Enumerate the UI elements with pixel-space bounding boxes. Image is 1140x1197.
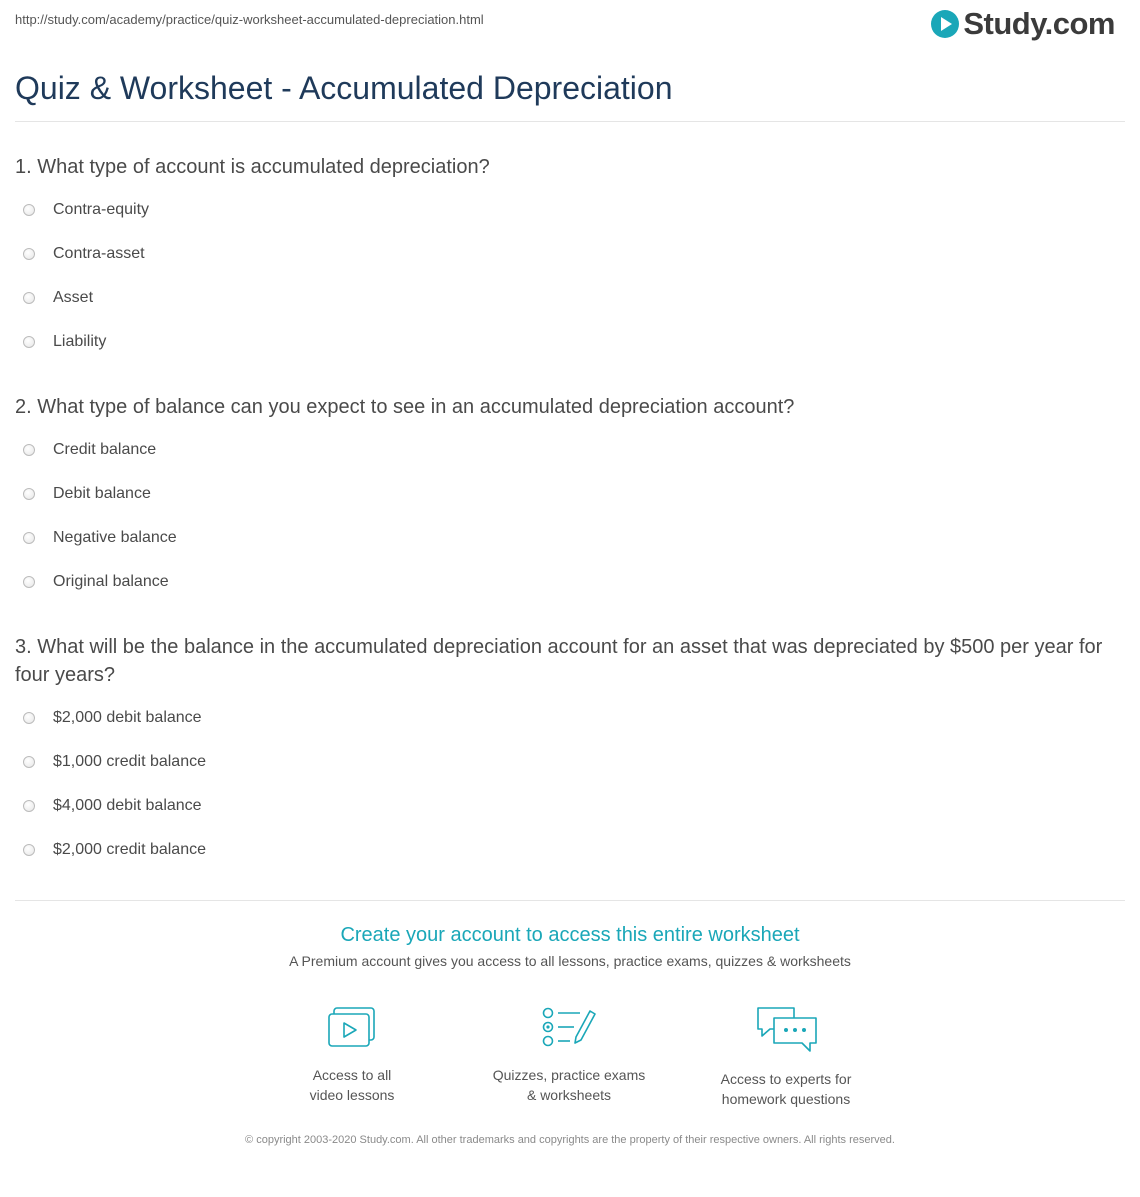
cta-subtitle: A Premium account gives you access to all lessons, practice exams, quizzes & worksheets xyxy=(289,953,851,969)
radio-button[interactable] xyxy=(23,532,35,544)
answer-option[interactable] xyxy=(15,516,1110,560)
feature-line-1: Quizzes, practice exams xyxy=(492,1067,646,1083)
answer-option[interactable] xyxy=(15,696,1110,740)
feature-experts xyxy=(686,1005,886,1109)
question-3 xyxy=(15,633,1110,872)
option-label: $2,000 credit balance xyxy=(53,841,206,858)
radio-button[interactable] xyxy=(23,248,35,260)
radio-button[interactable] xyxy=(23,488,35,500)
radio-button[interactable] xyxy=(23,204,35,216)
option-label: Contra-equity xyxy=(53,201,150,218)
answer-option[interactable] xyxy=(15,472,1110,516)
signup-cta xyxy=(0,924,1140,969)
radio-button[interactable] xyxy=(23,336,35,348)
page-url: http://study.com/academy/practice/quiz-worksheet-accumulated-depreciation.html xyxy=(15,12,484,27)
question-text: 2. What type of balance can you expect to see in an accumulated depreciation account? xyxy=(15,396,795,418)
radio-button[interactable] xyxy=(23,444,35,456)
copyright-text: © copyright 2003-2020 Study.com. All other trademarks and copyrights are the property of their respective owners. All rights reserved. xyxy=(245,1134,895,1146)
video-lessons-icon xyxy=(325,1005,379,1051)
answer-option[interactable] xyxy=(15,784,1110,828)
question-text: 1. What type of account is accumulated depreciation? xyxy=(15,156,490,178)
radio-button[interactable] xyxy=(23,844,35,856)
top-bar xyxy=(15,0,1125,50)
play-logo-icon xyxy=(931,10,959,38)
answer-option[interactable] xyxy=(15,560,1110,604)
answer-option[interactable] xyxy=(15,232,1110,276)
question-text: 3. What will be the balance in the accumulated depreciation account for an asset that was depreciated by $500 per year for four years? xyxy=(15,636,1103,686)
option-label: $4,000 debit balance xyxy=(53,797,202,814)
footer xyxy=(0,1132,1140,1149)
option-label: $2,000 debit balance xyxy=(53,709,202,726)
cta-title[interactable]: Create your account to access this entire worksheet xyxy=(340,924,800,946)
option-label: Contra-asset xyxy=(53,245,145,262)
question-2 xyxy=(15,393,1110,604)
radio-button[interactable] xyxy=(23,576,35,588)
radio-button[interactable] xyxy=(23,292,35,304)
feature-line-1: Access to experts for xyxy=(720,1071,852,1087)
feature-line-2: video lessons xyxy=(309,1087,395,1103)
answer-option[interactable] xyxy=(15,428,1110,472)
feature-line-1: Access to all xyxy=(312,1067,392,1083)
answer-option[interactable] xyxy=(15,188,1110,232)
question-1 xyxy=(15,153,1110,364)
answer-option[interactable] xyxy=(15,828,1110,872)
feature-line-2: & worksheets xyxy=(526,1087,612,1103)
answer-option[interactable] xyxy=(15,740,1110,784)
quiz-checklist-icon xyxy=(540,1005,598,1051)
option-label: Asset xyxy=(53,289,94,306)
option-label: Credit balance xyxy=(53,441,157,458)
radio-button[interactable] xyxy=(23,712,35,724)
answer-options xyxy=(15,188,1110,364)
study-logo[interactable] xyxy=(931,6,1115,42)
page-title: Quiz & Worksheet - Accumulated Depreciation xyxy=(15,70,673,106)
option-label: Liability xyxy=(53,333,107,350)
answer-option[interactable] xyxy=(15,276,1110,320)
cta-divider xyxy=(15,900,1125,901)
feature-line-2: homework questions xyxy=(721,1091,851,1107)
answer-options xyxy=(15,696,1110,872)
logo-text: Study.com xyxy=(963,6,1115,41)
chat-bubbles-icon xyxy=(754,1005,818,1055)
option-label: Debit balance xyxy=(53,485,151,502)
title-divider xyxy=(15,121,1125,122)
radio-button[interactable] xyxy=(23,756,35,768)
radio-button[interactable] xyxy=(23,800,35,812)
answer-option[interactable] xyxy=(15,320,1110,364)
option-label: $1,000 credit balance xyxy=(53,753,206,770)
feature-video-lessons xyxy=(252,1005,452,1105)
option-label: Original balance xyxy=(53,573,169,590)
feature-quizzes xyxy=(469,1005,669,1105)
option-label: Negative balance xyxy=(53,529,177,546)
answer-options xyxy=(15,428,1110,604)
